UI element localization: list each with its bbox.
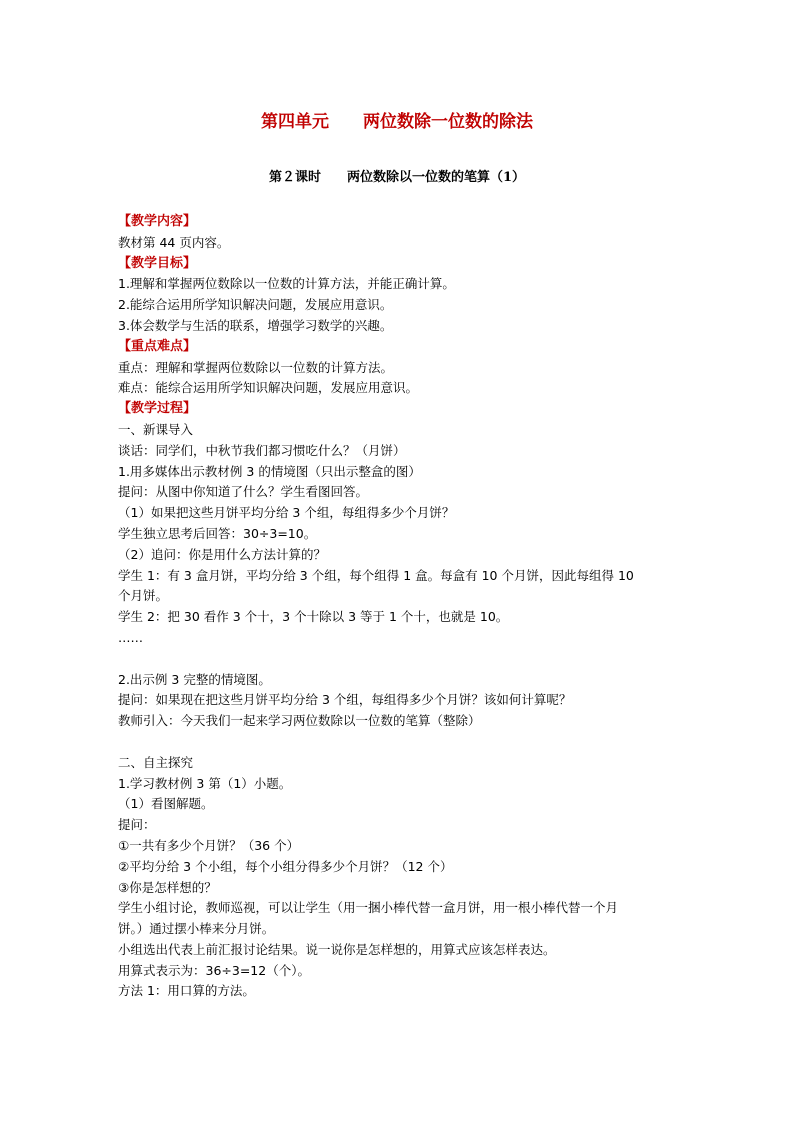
blank-line [118,732,686,753]
text-line: ③你是怎样想的？ [118,879,217,895]
text-line: 学生小组讨论，教师巡视，可以让学生（用一捆小棒代替一盒月饼，用一根小棒代替一个月 [118,900,619,916]
text-line: 1.学习教材例 3 第（1）小题。 [118,775,292,791]
text-line: 个月饼。 [118,588,169,604]
section-heading: 【重点难点】 [118,338,197,354]
text-line: 3.体会数学与生活的联系，增强学习数学的兴趣。 [118,317,393,333]
text-line: 小组选出代表上前汇报讨论结果。说一说你是怎样想的，用算式应该怎样表达。 [118,941,556,957]
text-line: ①一共有多少个月饼？（36 个） [118,837,300,853]
section-heading: 【教学目标】 [118,255,197,271]
text-line: ②平均分给 3 个小组，每个小组分得多少个月饼？（12 个） [118,858,453,874]
text-line: 学生 1：有 3 盒月饼，平均分给 3 个组，每个组得 1 盒。每盒有 10 个月饼，因此每组得 10 [118,567,634,583]
text-line: 方法 1：用口算的方法。 [118,983,255,999]
text-line: 用算式表示为：36÷3=12（个）。 [118,962,310,978]
text-line: 提问：如果现在把这些月饼平均分给 3 个组，每组得多少个月饼？该如何计算呢？ [118,692,572,708]
text-line: 学生 2：把 30 看作 3 个十，3 个十除以 3 等于 1 个十，也就是 10。 [118,609,509,625]
document-body [118,212,686,1002]
text-line: 难点：能综合运用所学知识解决问题，发展应用意识。 [118,380,419,396]
text-line: 2.出示例 3 完整的情境图。 [118,671,271,687]
text-line: 谈话：同学们，中秋节我们都习惯吃什么？（月饼） [118,442,406,458]
text-line: 重点：理解和掌握两位数除以一位数的计算方法。 [118,359,394,375]
text-line: …… [118,629,143,645]
text-line: （1）如果把这些月饼平均分给 3 个组，每组得多少个月饼？ [118,505,455,521]
text-line: （2）追问：你是用什么方法计算的？ [118,546,326,562]
lesson-title: 第２课时 两位数除以一位数的笔算（1） [268,170,526,185]
text-line: 教材第 44 页内容。 [118,234,230,250]
section-heading: 【教学过程】 [118,401,197,417]
blank-line [118,649,686,670]
text-line: （1）看图解题。 [118,796,214,812]
section-heading: 【教学内容】 [118,214,197,229]
text-line: 2.能综合运用所学知识解决问题，发展应用意识。 [118,297,393,313]
unit-title: 第四单元 两位数除一位数的除法 [261,112,533,132]
text-line: 学生独立思考后回答：30÷3=10。 [118,525,317,541]
text-line: 1.理解和掌握两位数除以一位数的计算方法，并能正确计算。 [118,276,455,292]
text-line: 提问： [118,817,156,833]
text-line: 一、新课导入 [118,421,194,437]
text-line: 教师引入：今天我们一起来学习两位数除以一位数的笔算（整除） [118,713,481,729]
text-line: 二、自主探究 [118,754,194,770]
text-line: 提问：从图中你知道了什么？学生看图回答。 [118,484,369,500]
text-line: 1.用多媒体出示教材例 3 的情境图（只出示整盒的图） [118,463,421,479]
text-line: 饼。）通过摆小棒来分月饼。 [118,921,275,937]
